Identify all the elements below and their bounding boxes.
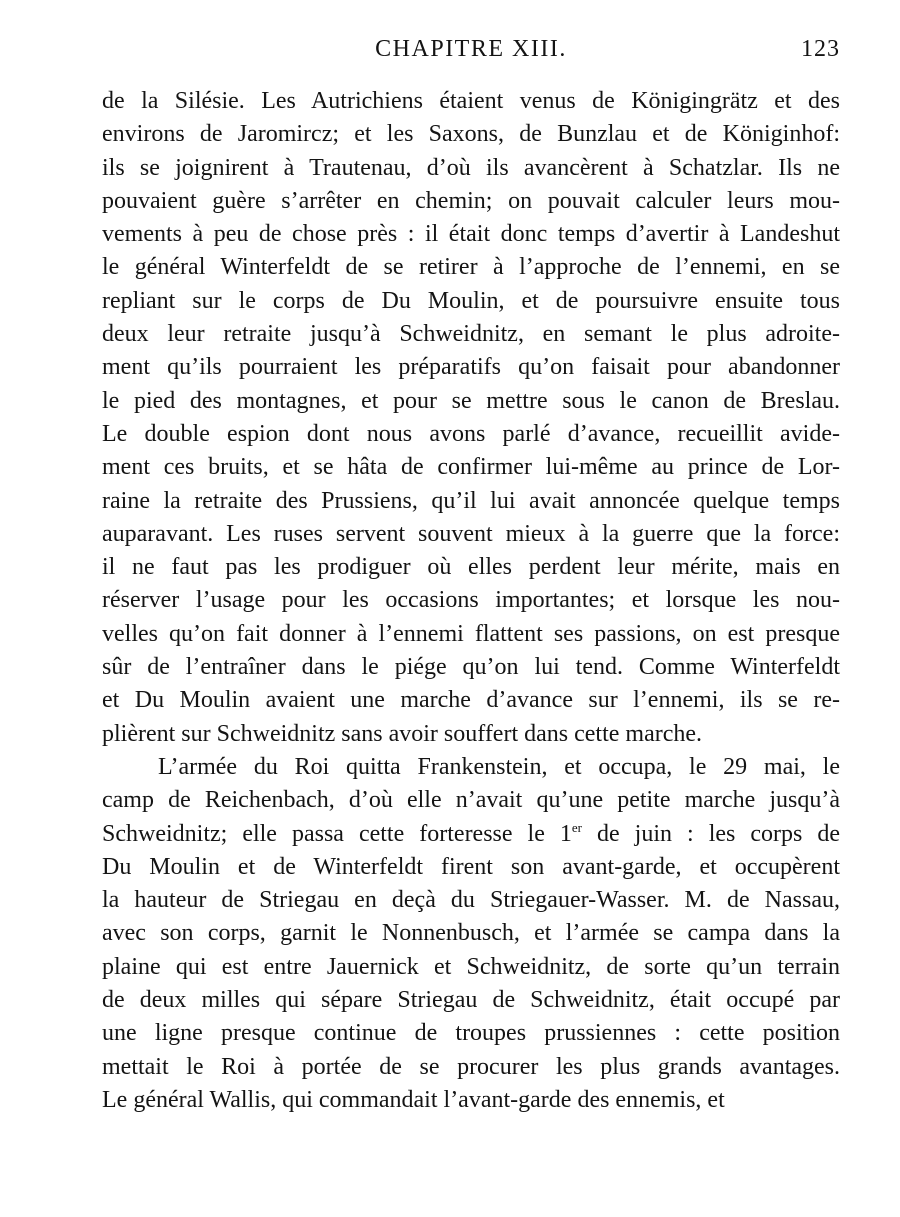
text-line: camp de Reichenbach, d’où elle n’avait qu’une petite marche jusqu’à	[102, 787, 840, 814]
page-number: 123	[801, 36, 840, 62]
text-line: le pied des montagnes, et pour se mettre sous le canon de Breslau.	[102, 387, 840, 414]
text-line: il ne faut pas les prodiguer où elles perdent leur mérite, mais en	[102, 554, 840, 581]
text-line: réserver l’usage pour les occasions importantes; et lorsque les nou-	[102, 587, 840, 614]
text-line: plaine qui est entre Jauernick et Schweidnitz, de sorte qu’un terrain	[102, 953, 840, 980]
text-line: et Du Moulin avaient une marche d’avance sur l’ennemi, ils se re-	[102, 687, 840, 714]
paragraph-1	[102, 85, 840, 751]
superscript-ordinal: er	[571, 819, 582, 835]
text-line: avec son corps, garnit le Nonnenbusch, et l’armée se campa dans la	[102, 920, 840, 947]
text-line: L’armée du Roi quitta Frankenstein, et occupa, le 29 mai, le	[158, 753, 840, 780]
text-line: Du Moulin et de Winterfeldt firent son avant-garde, et occupèrent	[102, 853, 840, 880]
text-line: raine la retraite des Prussiens, qu’il lui avait annoncée quelque temps	[102, 487, 840, 514]
running-head	[102, 36, 840, 70]
text-line: ils se joignirent à Trautenau, d’où ils avancèrent à Schatzlar. Ils ne	[102, 154, 840, 181]
text-line: de la Silésie. Les Autrichiens étaient venus de Königingrätz et des	[102, 88, 840, 114]
text-line: environs de Jaromircz; et les Saxons, de Bunzlau et de Königinhof:	[102, 121, 840, 148]
text-line: deux leur retraite jusqu’à Schweidnitz, en semant le plus adroite-	[102, 321, 840, 348]
text-line: ment ces bruits, et se hâta de confirmer lui-même au prince de Lor-	[102, 454, 840, 481]
text-line: sûr de l’entraîner dans le piége qu’on lui tend. Comme Winterfeldt	[102, 654, 840, 681]
text-line: repliant sur le corps de Du Moulin, et de poursuivre ensuite tous	[102, 287, 840, 314]
text-line: auparavant. Les ruses servent souvent mieux à la guerre que la force:	[102, 520, 840, 547]
text-line: une ligne presque continue de troupes prussiennes : cette position	[102, 1020, 840, 1047]
text-line: de deux milles qui sépare Striegau de Schweidnitz, était occupé par	[102, 987, 840, 1014]
text-line: le général Winterfeldt de se retirer à l’approche de l’ennemi, en se	[102, 254, 840, 281]
text-line: la hauteur de Striegau en deçà du Striegauer-Wasser. M. de Nassau,	[102, 887, 840, 914]
text-line: mettait le Roi à portée de se procurer les plus grands avantages.	[102, 1053, 840, 1080]
text-line: velles qu’on fait donner à l’ennemi flattent ses passions, on est presque	[102, 620, 840, 647]
text-line: vements à peu de chose près : il était donc temps d’avertir à Landeshut	[102, 221, 840, 248]
text-line: pouvaient guère s’arrêter en chemin; on pouvait calculer leurs mou-	[102, 187, 840, 214]
text-line: ment qu’ils pourraient les préparatifs qu’on faisait pour abandonner	[102, 354, 840, 381]
text-line: Schweidnitz; elle passa cette forteresse le 1er de juin : les corps de	[102, 819, 841, 847]
paragraph-2	[102, 751, 840, 1117]
body-text	[102, 85, 840, 1117]
chapter-title: CHAPITRE XIII.	[375, 36, 567, 62]
text-line: Le double espion dont nous avons parlé d’avance, recueillit avide-	[102, 420, 840, 447]
text-line: plièrent sur Schweidnitz sans avoir souffert dans cette marche.	[102, 720, 703, 747]
text-line: Le général Wallis, qui commandait l’avant-garde des ennemis, et	[102, 1086, 725, 1113]
